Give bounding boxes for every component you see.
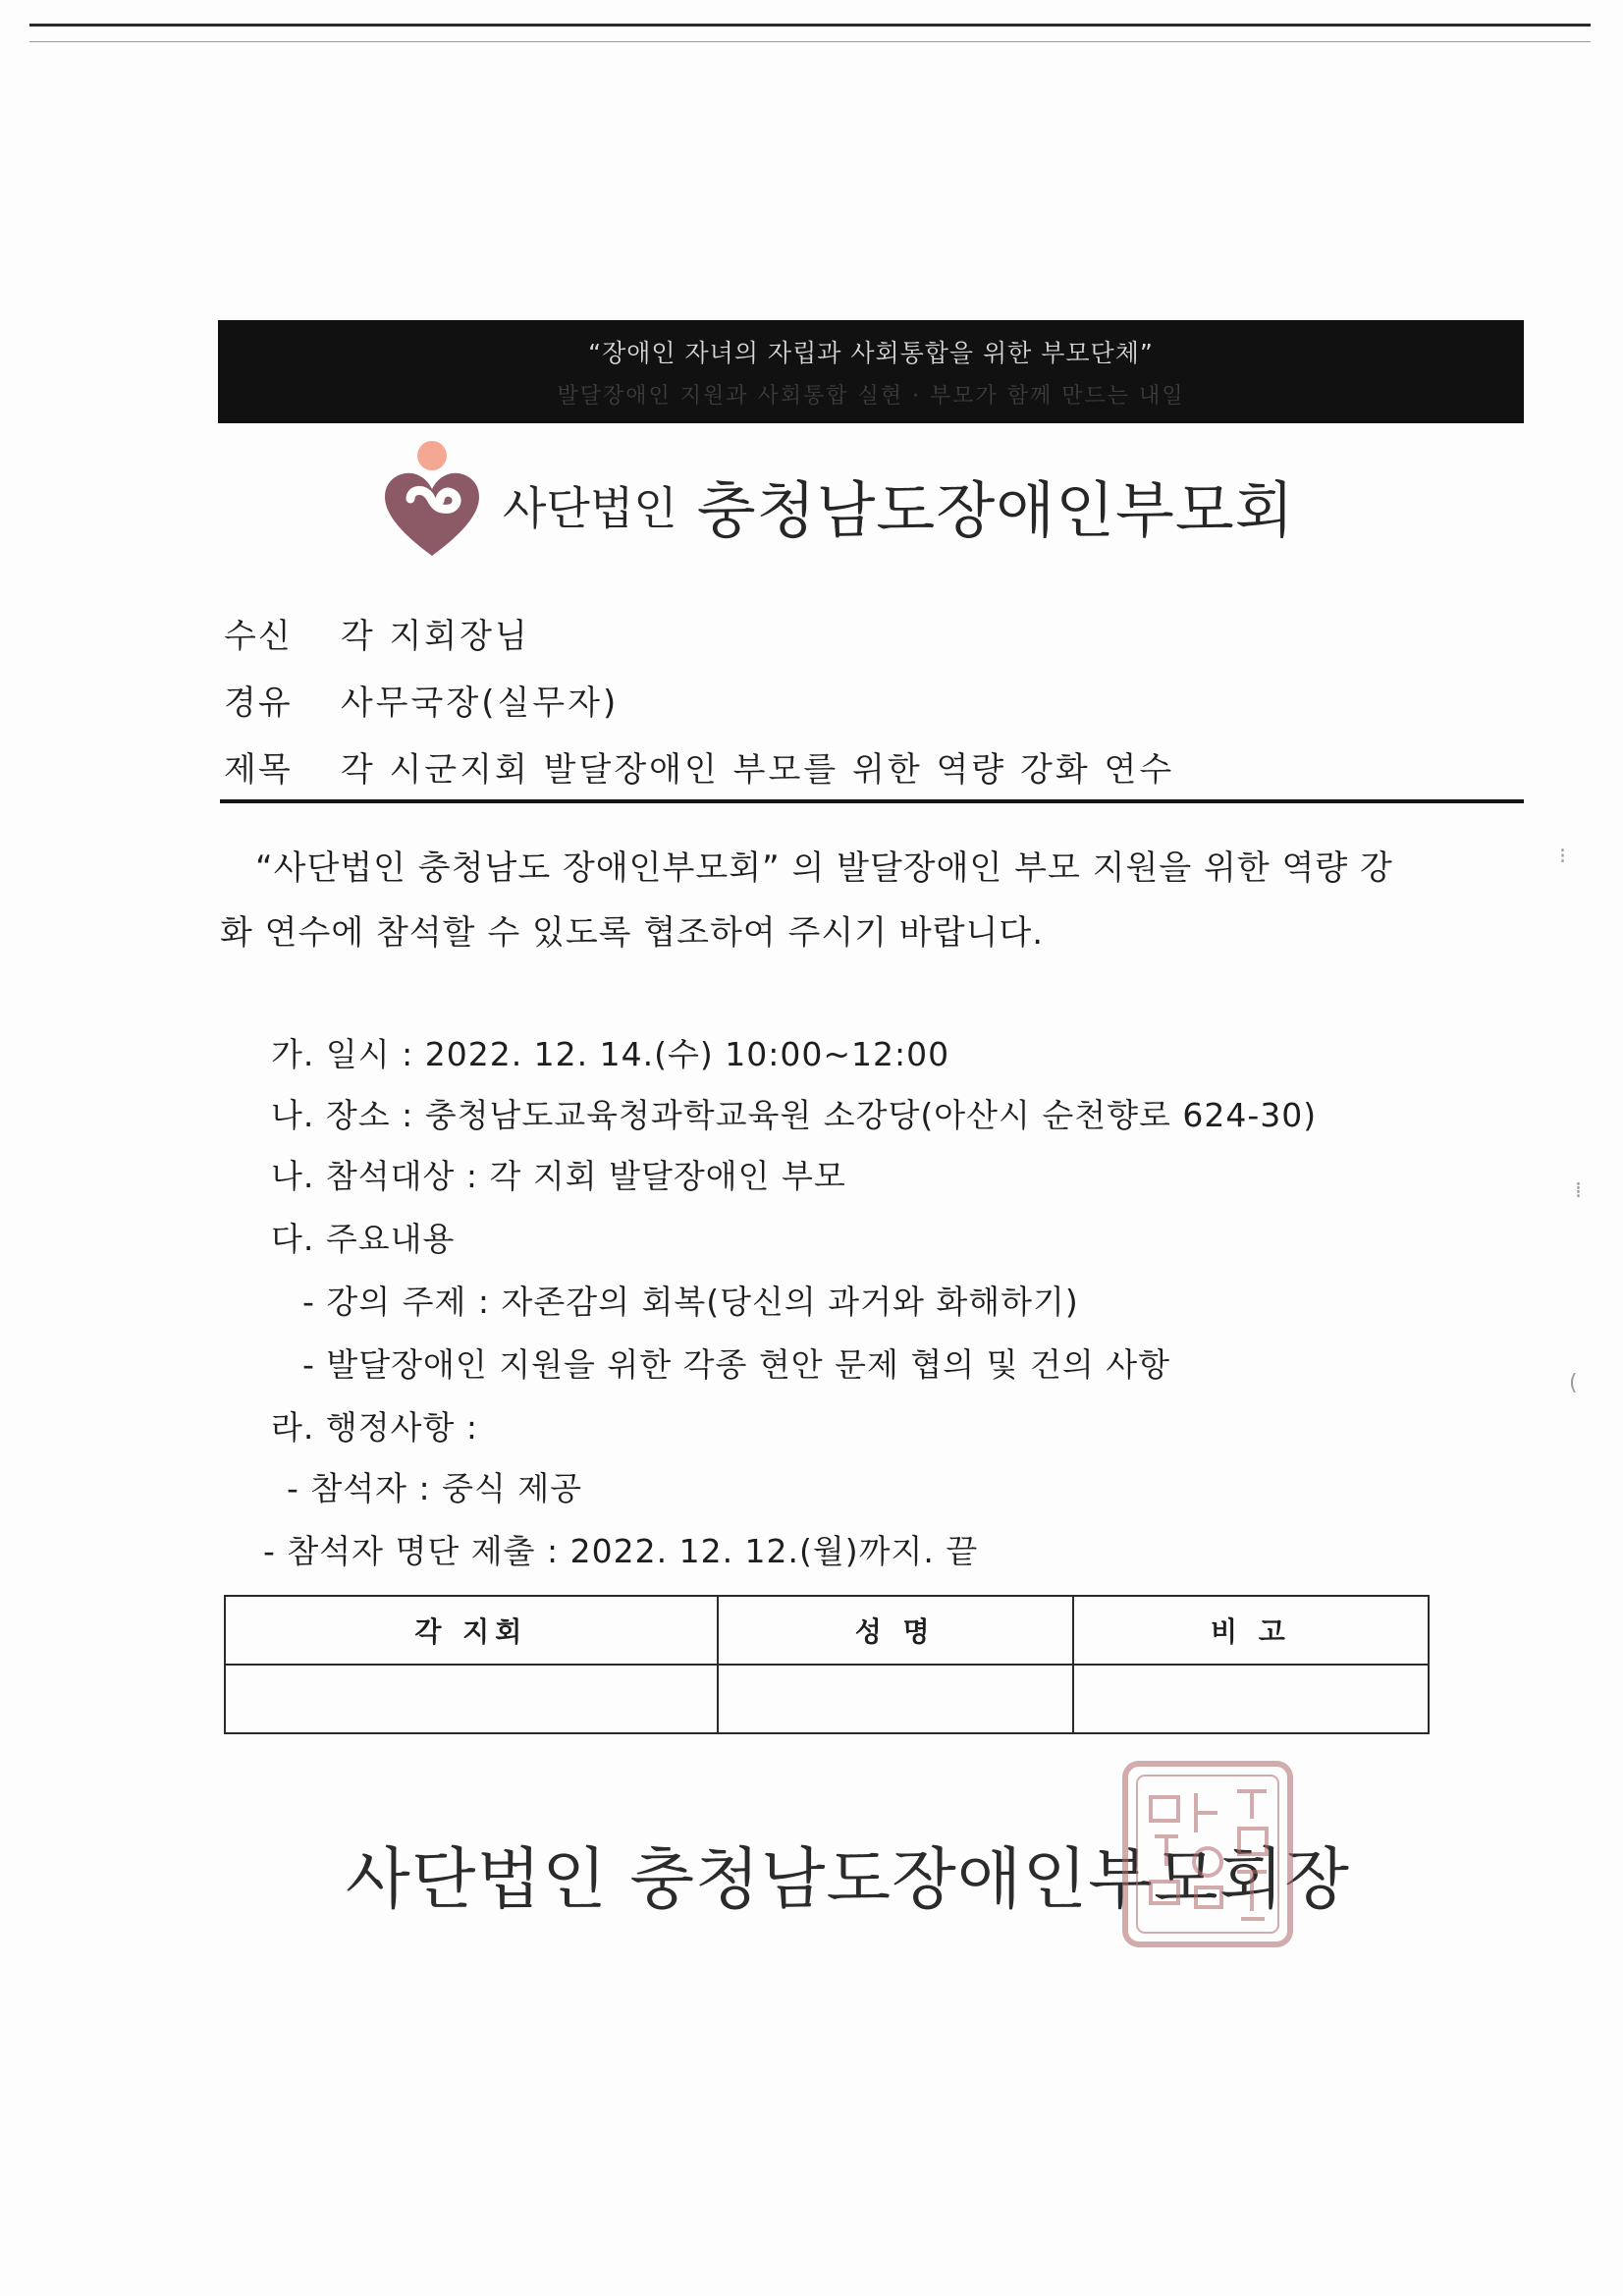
header-divider xyxy=(220,799,1524,803)
scan-border-line-thin xyxy=(29,41,1591,42)
scan-noise-mark: ⁞ xyxy=(1575,1178,1582,1203)
body-paragraph-line-2: 화 연수에 참석할 수 있도록 협조하여 주시기 바랍니다. xyxy=(220,913,1045,953)
via-row xyxy=(224,676,619,724)
table-cell-name xyxy=(718,1665,1073,1733)
via-label: 경유 xyxy=(224,683,293,723)
recipient-label: 수신 xyxy=(224,617,293,656)
item-admin-lunch: - 참석자 : 중식 제공 xyxy=(287,1469,583,1507)
item-admin-deadline: - 참석자 명단 제출 : 2022. 12. 12.(월)까지. 끝 xyxy=(263,1532,979,1570)
item-content-heading: 다. 주요내용 xyxy=(271,1220,456,1258)
scan-noise-mark: ( xyxy=(1569,1371,1578,1395)
organization-prefix: 사단법인 xyxy=(503,481,677,535)
signature-line: 사단법인 충청남도장애인부모회장 xyxy=(346,1841,1350,1919)
banner-submotto: 발달장애인 지원과 사회통합 실현 · 부모가 함께 만드는 내일 xyxy=(557,384,1185,409)
item-datetime: 가. 일시 : 2022. 12. 14.(수) 10:00~12:00 xyxy=(271,1035,950,1073)
item-content-topic: - 강의 주제 : 자존감의 회복(당신의 과거와 화해하기) xyxy=(302,1283,1079,1321)
organization-title xyxy=(503,462,1295,549)
table-header-remarks: 비 고 xyxy=(1073,1596,1429,1665)
item-admin-heading: 라. 행정사항 : xyxy=(271,1408,478,1447)
item-place: 나. 장소 : 충청남도교육청과학교육원 소강당(아산시 순천향로 624-30) xyxy=(271,1096,1318,1134)
recipient-row xyxy=(224,609,530,657)
item-attendees: 나. 참석대상 : 각 지회 발달장애인 부모 xyxy=(271,1157,846,1195)
table-cell-branch xyxy=(225,1665,718,1733)
attendee-roster-table xyxy=(224,1595,1430,1734)
scan-border-line xyxy=(29,24,1591,27)
header-banner xyxy=(218,320,1524,423)
item-content-discussion: - 발달장애인 지원을 위한 각종 현안 문제 협의 및 건의 사항 xyxy=(302,1345,1170,1384)
banner-motto: “장애인 자녀의 자립과 사회통합을 위한 부모단체” xyxy=(588,339,1154,367)
subject-label: 제목 xyxy=(224,750,293,790)
body-paragraph-line-1: “사단법인 충청남도 장애인부모회” 의 발달장애인 부모 지원을 위한 역량 강 xyxy=(255,848,1393,888)
subject-value: 각 시군지회 발달장애인 부모를 위한 역량 강화 연수 xyxy=(340,750,1175,790)
table-header-branch: 각 지회 xyxy=(225,1596,718,1665)
table-header-name: 성 명 xyxy=(718,1596,1073,1665)
recipient-value: 각 지회장님 xyxy=(340,617,530,656)
via-value: 사무국장(실무자) xyxy=(340,683,620,723)
official-seal-icon xyxy=(1119,1758,1296,1950)
organization-name: 충청남도장애인부모회 xyxy=(696,474,1295,546)
table-header-row xyxy=(225,1596,1429,1665)
organization-logo-icon xyxy=(381,440,483,562)
table-cell-remarks xyxy=(1073,1665,1429,1733)
table-row xyxy=(225,1665,1429,1733)
scan-noise-mark: ⁝ xyxy=(1559,845,1566,869)
subject-row xyxy=(224,742,1174,791)
